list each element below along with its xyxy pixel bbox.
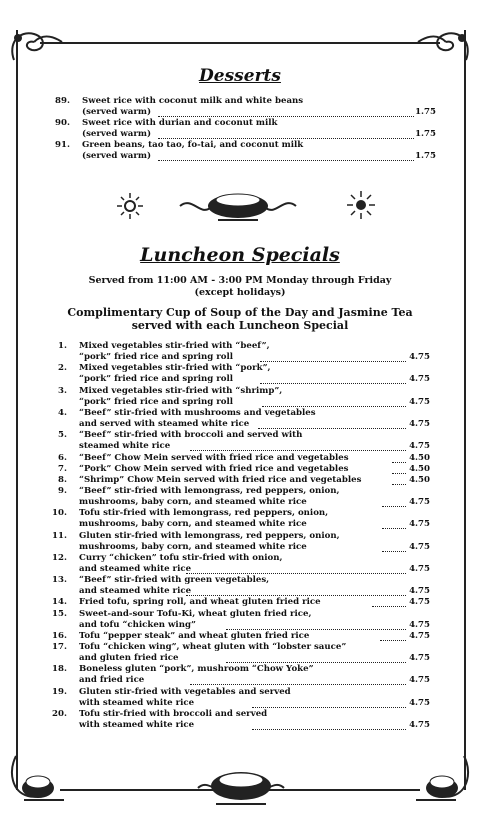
item-text: steamed white rice [79,441,171,451]
dot-leader [158,152,414,161]
luncheon-item [0,386,480,408]
item-price: 4.75 [409,519,430,529]
dot-leader [190,442,406,451]
item-text: Mixed vegetables stir-fried with “beef”, [79,341,270,351]
item-text: Tofu stir-fried with broccoli and served [79,709,268,719]
item-text: “Shrimp” Chow Mein served with fried rice and vegetables [79,475,362,485]
dessert-item [0,140,480,162]
item-number: 20. [52,709,67,719]
item-text: and gluten fried rice [79,653,179,663]
comp-line: Complimentary Cup of Soup of the Day and Jasmine Tea [67,306,413,319]
luncheon-item [0,475,480,486]
item-text: “Beef” stir-fried with mushrooms and vegetables [79,408,316,418]
luncheon-item [0,430,480,452]
dot-leader [380,632,406,641]
item-number: 90. [55,118,70,128]
luncheon-item [0,609,480,631]
item-number: 8. [58,475,67,485]
item-number: 16. [52,631,67,641]
item-number: 18. [52,664,67,674]
luncheon-item [0,553,480,575]
comp-line: served with each Luncheon Special [131,319,349,332]
item-price: 4.75 [409,419,430,429]
item-text: “pork” fried rice and spring roll [79,374,234,384]
luncheon-item [0,531,480,553]
item-number: 1. [58,341,67,351]
dot-leader [186,587,406,596]
item-text: Boneless gluten “pork”, mushroom “Chow Yoke” [79,664,314,674]
item-number: 5. [58,430,67,440]
item-text: (served warm) [82,151,152,161]
dot-leader [260,353,406,362]
corner-ornament-icon [4,752,74,812]
item-number: 14. [52,597,67,607]
item-price: 4.75 [409,597,430,607]
served-note: (except holidays) [194,287,286,298]
item-number: 17. [52,642,67,652]
dot-leader [382,520,406,529]
item-text: Tofu “chicken wing”, wheat gluten with “lobster sauce” [79,642,347,652]
item-number: 12. [52,553,67,563]
item-price: 4.75 [409,352,430,362]
dessert-item [0,118,480,140]
item-number: 3. [58,386,67,396]
luncheon-item [0,363,480,385]
dot-leader [252,699,406,708]
desserts-title: Desserts [199,66,281,86]
item-price: 4.75 [409,441,430,451]
item-text: Sweet-and-sour Tofu-Ki, wheat gluten fried rice, [79,609,312,619]
item-text: “Beef” stir-fried with broccoli and served with [79,430,303,440]
item-text: Mixed vegetables stir-fried with “pork”, [79,363,271,373]
item-text: with steamed white rice [79,698,195,708]
item-text: Sweet rice with coconut milk and white beans [82,96,304,106]
item-price: 4.75 [409,564,430,574]
item-text: Gluten stir-fried with lemongrass, red peppers, onion, [79,531,340,541]
luncheon-item [0,453,480,464]
item-text: Tofu “pepper steak” and wheat gluten fried rice [79,631,310,641]
item-text: “Pork” Chow Mein served with fried rice and vegetables [79,464,349,474]
item-price: 4.75 [409,675,430,685]
luncheon-item [0,508,480,530]
item-text: “Beef” Chow Mein served with fried rice and vegetables [79,453,349,463]
dot-leader [158,130,414,139]
item-number: 11. [52,531,67,541]
item-price: 4.50 [409,464,430,474]
corner-ornament-icon [406,752,476,812]
item-price: 4.75 [409,698,430,708]
luncheon-item [0,687,480,709]
item-number: 4. [58,408,67,418]
item-text: mushrooms, baby corn, and steamed white rice [79,542,307,552]
luncheon-item [0,486,480,508]
item-text: and served with steamed white rice [79,419,250,429]
item-text: mushrooms, baby corn, and steamed white rice [79,497,307,507]
flower-basket-icon [178,186,298,226]
item-price: 1.75 [415,151,436,161]
item-number: 89. [55,96,70,106]
luncheon-item [0,642,480,664]
item-text: “pork” fried rice and spring roll [79,397,234,407]
dot-leader [186,565,406,574]
item-text: and fried rice [79,675,145,685]
item-text: “Beef” stir-fried with lemongrass, red peppers, onion, [79,486,340,496]
dot-leader [382,543,406,552]
item-text: (served warm) [82,129,152,139]
item-price: 4.50 [409,475,430,485]
item-text: and tofu “chicken wing” [79,620,196,630]
served-hours [0,275,480,299]
item-price: 4.75 [409,631,430,641]
sunburst-icon [116,192,144,220]
item-text: Green beans, tao tao, fo-tai, and coconut milk [82,140,304,150]
luncheon-item [0,597,480,608]
item-text: and steamed white rice [79,586,192,596]
item-price: 4.75 [409,374,430,384]
item-price: 4.50 [409,453,430,463]
luncheon-item [0,631,480,642]
dot-leader [252,721,406,730]
item-text: Mixed vegetables stir-fried with “shrimp”, [79,386,283,396]
item-number: 6. [58,453,67,463]
item-price: 4.75 [409,497,430,507]
item-number: 9. [58,486,67,496]
dot-leader [262,398,406,407]
dot-leader [258,420,406,429]
item-text: Fried tofu, spring roll, and wheat gluten fried rice [79,597,321,607]
luncheon-item [0,664,480,686]
dot-leader [158,108,414,117]
luncheon-item [0,341,480,363]
dessert-item [0,96,480,118]
luncheon-item [0,408,480,430]
item-text: mushrooms, baby corn, and steamed white rice [79,519,307,529]
sunburst-icon [346,190,376,220]
dot-leader [226,654,406,663]
dot-leader [392,465,406,474]
luncheon-item [0,709,480,731]
luncheon-item [0,464,480,475]
top-border-line [40,42,440,44]
item-price: 1.75 [415,129,436,139]
item-number: 13. [52,575,67,585]
dot-leader [382,498,406,507]
luncheon-item [0,575,480,597]
item-text: (served warm) [82,107,152,117]
item-price: 4.75 [409,720,430,730]
dot-leader [392,454,406,463]
item-number: 7. [58,464,67,474]
item-number: 91. [55,140,70,150]
item-price: 4.75 [409,397,430,407]
item-price: 4.75 [409,620,430,630]
item-text: “pork” fried rice and spring roll [79,352,234,362]
dot-leader [372,598,406,607]
item-text: “Beef” stir-fried with green vegetables, [79,575,270,585]
item-number: 10. [52,508,67,518]
item-number: 2. [58,363,67,373]
dot-leader [260,375,406,384]
item-text: Curry “chicken” tofu stir-fried with onion, [79,553,283,563]
item-price: 4.75 [409,653,430,663]
item-text: Gluten stir-fried with vegetables and served [79,687,291,697]
complimentary-note [0,306,480,332]
dot-leader [226,621,406,630]
item-price: 1.75 [415,107,436,117]
corner-ornament-icon [416,24,476,64]
item-number: 15. [52,609,67,619]
item-text: Sweet rice with durian and coconut milk [82,118,278,128]
luncheon-title: Luncheon Specials [140,244,340,266]
dot-leader [190,676,406,685]
flower-basket-icon [196,762,286,810]
item-text: Tofu stir-fried with lemongrass, red peppers, onion, [79,508,329,518]
item-price: 4.75 [409,542,430,552]
item-number: 19. [52,687,67,697]
corner-ornament-icon [4,24,64,64]
served-line: Served from 11:00 AM - 3:00 PM Monday through Friday [88,275,392,286]
dot-leader [392,476,406,485]
item-text: with steamed white rice [79,720,195,730]
item-price: 4.75 [409,586,430,596]
item-text: and steamed white rice [79,564,192,574]
